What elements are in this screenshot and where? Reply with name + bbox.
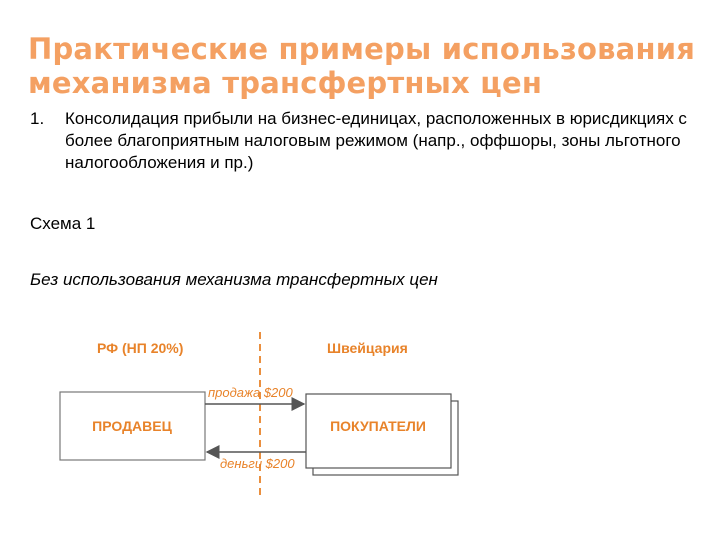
list-item-text: Консолидация прибыли на бизнес-единицах, расположенных в юрисдикциях с более благоприятным налоговым режимом (напр., оффшоры, зоны льготного налогообложения и пр.) — [65, 109, 687, 172]
scheme-subtitle: Без использования механизма трансфертных цен — [30, 270, 438, 289]
page-title-line-2: механизма трансфертных цен — [28, 66, 543, 100]
region-label-right: Швейцария — [327, 340, 408, 356]
buyers-label: ПОКУПАТЕЛИ — [330, 418, 426, 434]
seller-label: ПРОДАВЕЦ — [92, 418, 172, 434]
page-title-line-1: Практические примеры использования — [28, 32, 696, 66]
region-label-left: РФ (НП 20%) — [97, 340, 184, 356]
money-arrow-label: деньги $200 — [220, 456, 295, 471]
list-item-number: 1. — [30, 109, 45, 128]
scheme-label: Схема 1 — [30, 214, 96, 233]
sale-arrow-label: продажа $200 — [208, 385, 293, 400]
